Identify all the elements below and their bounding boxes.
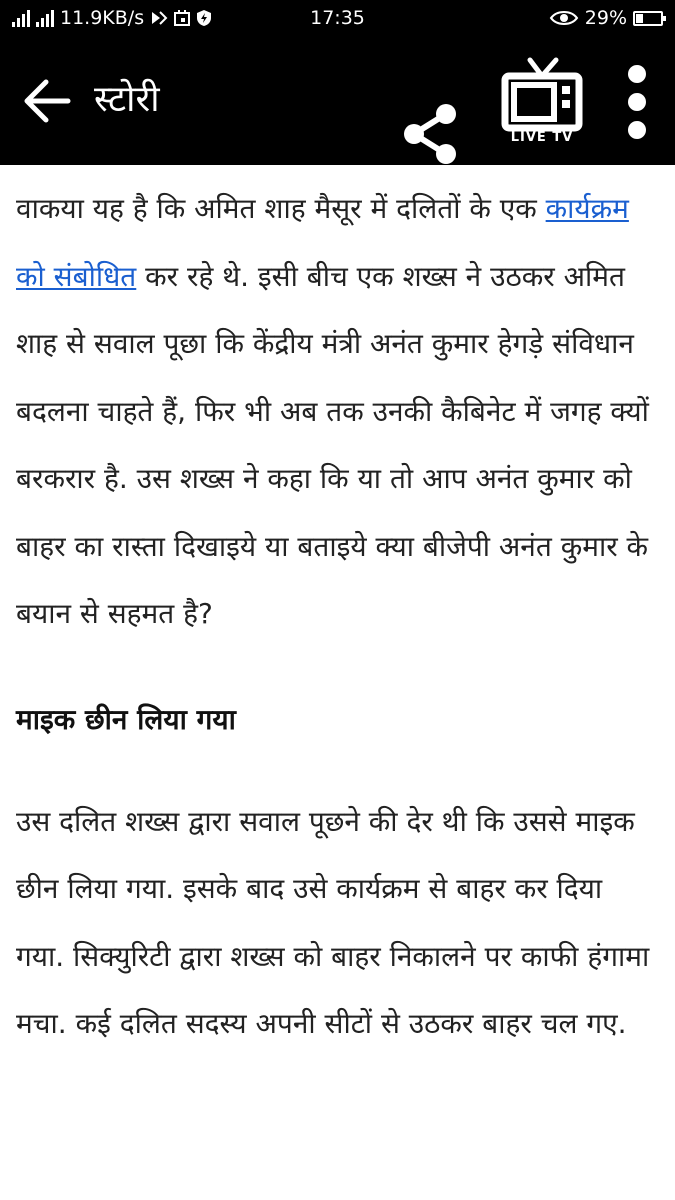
network-speed: 11.9KB/s [60, 7, 145, 29]
article-paragraph-2: उस दलित शख्स द्वारा सवाल पूछने की देर थी कि उससे माइक छीन लिया गया. इसके बाद उसे कार्यक्रम से बाहर कर दिया गया. सिक्युरिटी द्वारा शख्स को बाहर निकालने पर काफी हंगामा मचा. कई दलित सदस्य अपनी सीटों से उठकर बाहर चल गए. [16, 804, 650, 1040]
signal-2-icon [36, 9, 54, 27]
battery-fill [636, 14, 643, 23]
signal-icon [12, 9, 30, 27]
live-tv-label[interactable]: LIVE TV [510, 130, 574, 145]
more-options-icon[interactable] [622, 64, 652, 140]
event-link[interactable]: कार्यक्रम को संबोधित [16, 192, 629, 293]
eye-icon [549, 9, 579, 27]
section-heading: माइक छीन लिया गया [16, 702, 236, 736]
share-icon[interactable] [400, 104, 460, 164]
calendar-icon [174, 10, 190, 26]
article-paragraph-1 [16, 175, 657, 648]
cast-icon [150, 10, 168, 26]
page-title: स्टोरी [94, 79, 160, 120]
back-arrow-icon[interactable] [22, 76, 72, 126]
para1-text-before: वाकया यह है कि अमित शाह मैसूर में दलितों के एक [16, 192, 546, 225]
article-body [0, 165, 675, 1058]
app-bar [0, 36, 675, 165]
shield-bolt-icon [196, 9, 212, 27]
status-bar [0, 0, 675, 36]
clock: 17:35 [310, 7, 365, 29]
para1-text-after: कर रहे थे. इसी बीच एक शख्स ने उठकर अमित शाह से सवाल पूछा कि केंद्रीय मंत्री अनंत कुमार हेगड़े संविधान बदलना चाहते हैं, फिर भी अब तक उनकी कैबिनेट में जगह क्यों बरकरार है. उस शख्स ने कहा कि या तो आप अनंत कुमार को बाहर का रास्ता दिखाइये या बताइये क्या बीजेपी अनंत कुमार के बयान से सहमत है? [16, 259, 649, 630]
battery-percent: 29% [584, 7, 627, 29]
battery-icon [633, 11, 663, 26]
